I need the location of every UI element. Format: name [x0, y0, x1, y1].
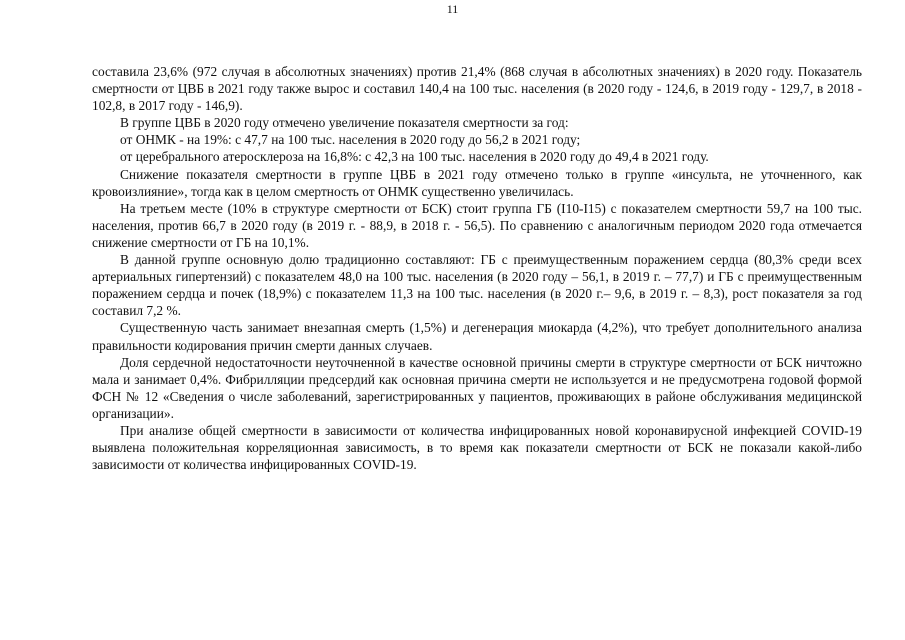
list-item-atherosclerosis: от церебрального атеросклероза на 16,8%: с 42,3 на 100 тыс. населения в 2020 году до 49,4 в 2021 году. [120, 149, 709, 165]
paragraph-gb-group-structure: В данной группе основную долю традиционно составляют: ГБ с преимущественным поражением сердца (80,3% среди всех артериальных гипертензий) с показателем 48,0 на 100 тыс. населения (в 2020 году – 56,1, в 2019 г. – 77,7) и ГБ с преимущественным поражением сердца и почек (18,9%) с показателем 11,3 на 100 тыс. населения (в 2020 г.– 9,6, в 2019 г. – 8,3), рост показателя за год составил 7,2 %. [92, 252, 862, 319]
paragraph-cvb-increase-intro: В группе ЦВБ в 2020 году отмечено увеличение показателя смертности за год: [120, 115, 569, 131]
list-item-onmk: от ОНМК - на 19%: с 47,7 на 100 тыс. населения в 2020 году до 56,2 в 2021 году; [120, 132, 581, 148]
paragraph-covid-correlation: При анализе общей смертности в зависимости от количества инфицированных новой коронавирусной инфекцией COVID-19 выявлена положительная корреляционная зависимость, в то время как показатели смертности от БСК не показали какой-либо зависимости от количества инфицированных COVID-19. [92, 422, 862, 473]
paragraph-gb-third-place: На третьем месте (10% в структуре смертности от БСК) стоит группа ГБ (I10-I15) с показателем смертности 59,7 на 100 тыс. населения, против 66,7 в 2020 году (в 2019 г. - 88,9, в 2018 г. - 56,5). По сравнению с аналогичным периодом 2020 года отмечается снижение смертности от ГБ на 10,1%. [92, 200, 862, 250]
paragraph-cvb-decrease: Снижение показателя смертности в группе ЦВБ в 2021 году отмечено только в группе «инсульта, не уточненного, как кровоизлияние», тогда как в целом смертность от ОНМК существенно увеличилась. [92, 166, 862, 199]
paragraph-heart-failure: Доля сердечной недостаточности неуточненной в качестве основной причины смерти в структуре смертности от БСК ничтожно мала и занимает 0,4%. Фибрилляции предсердий как основная причина смерти не используется и не предусмотрена годовой формой ФСН № 12 «Сведения о числе заболеваний, зарегистрированных у пациентов, проживающих в районе обслуживания медицинской организации». [92, 354, 862, 421]
page-number: 11 [446, 2, 459, 16]
document-body [92, 63, 862, 473]
paragraph-sudden-death: Существенную часть занимает внезапная смерть (1,5%) и дегенерация миокарда (4,2%), что требует дополнительного анализа правильности кодирования причин смерти данных случаев. [92, 320, 862, 353]
paragraph-cvb-share: составила 23,6% (972 случая в абсолютных значениях) против 21,4% (868 случая в абсолютных значениях) в 2020 году. Показатель смертности от ЦВБ в 2021 году также вырос и составил 140,4 на 100 тыс. населения (в 2020 году - 124,6, в 2019 году - 129,7, в 2018 - 102,8, в 2017 году - 146,9). [92, 64, 862, 114]
